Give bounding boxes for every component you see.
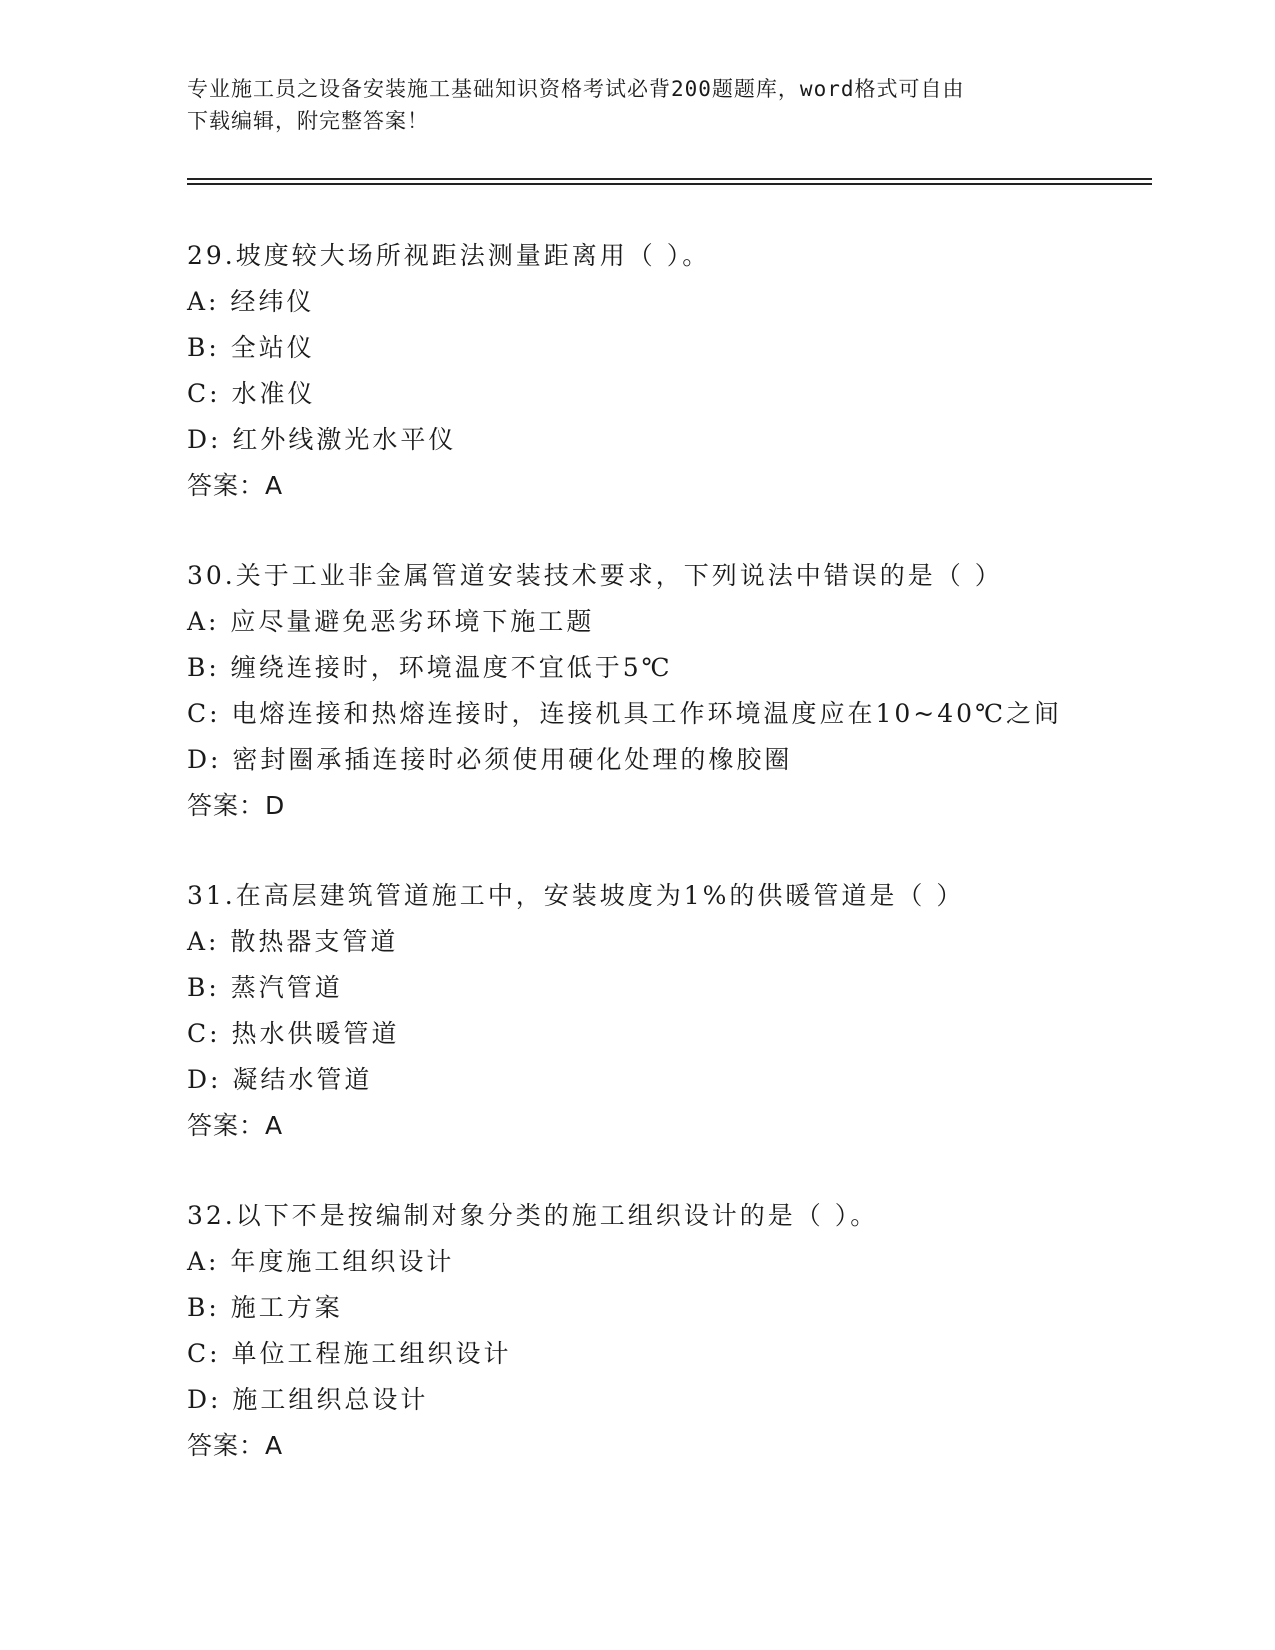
option-a: A: 经纬仪 <box>187 287 315 316</box>
question-stem: 31.在高层建筑管道施工中，安装坡度为1%的供暖管道是（ ） <box>187 881 965 910</box>
question-29 <box>187 233 1147 509</box>
header-divider-top <box>187 178 1152 180</box>
question-30 <box>187 553 1147 829</box>
header-line-2: 下载编辑，附完整答案！ <box>187 109 429 133</box>
question-31 <box>187 873 1147 1149</box>
option-b: B: 全站仪 <box>187 333 315 362</box>
answer: 答案：A <box>187 471 284 500</box>
option-c: C: 水准仪 <box>187 379 316 408</box>
answer: 答案：A <box>187 1111 284 1140</box>
option-c: C: 单位工程施工组织设计 <box>187 1339 512 1368</box>
option-c: C: 热水供暖管道 <box>187 1019 400 1048</box>
option-d: D: 凝结水管道 <box>187 1065 373 1094</box>
document-header <box>187 73 1087 137</box>
answer: 答案：D <box>187 791 286 820</box>
question-stem: 29.坡度较大场所视距法测量距离用（ ）。 <box>187 241 711 270</box>
question-stem: 32.以下不是按编制对象分类的施工组织设计的是（ ）。 <box>187 1201 879 1230</box>
question-32 <box>187 1193 1147 1469</box>
option-d: D: 红外线激光水平仪 <box>187 425 457 454</box>
header-divider-bottom <box>187 183 1152 185</box>
option-b: B: 施工方案 <box>187 1293 343 1322</box>
option-a: A: 散热器支管道 <box>187 927 399 956</box>
option-c: C: 电熔连接和热熔连接时，连接机具工作环境温度应在10~40℃之间 <box>187 699 1063 728</box>
option-d: D: 施工组织总设计 <box>187 1385 429 1414</box>
option-d: D: 密封圈承插连接时必须使用硬化处理的橡胶圈 <box>187 745 793 774</box>
option-b: B: 蒸汽管道 <box>187 973 343 1002</box>
question-stem: 30.关于工业非金属管道安装技术要求，下列说法中错误的是（ ） <box>187 561 1003 590</box>
answer: 答案：A <box>187 1431 284 1460</box>
header-line-1: 专业施工员之设备安装施工基础知识资格考试必背200题题库，word格式可自由 <box>187 77 965 101</box>
option-a: A: 年度施工组织设计 <box>187 1247 455 1276</box>
option-a: A: 应尽量避免恶劣环境下施工题 <box>187 607 595 636</box>
option-b: B: 缠绕连接时，环境温度不宜低于5℃ <box>187 653 673 682</box>
